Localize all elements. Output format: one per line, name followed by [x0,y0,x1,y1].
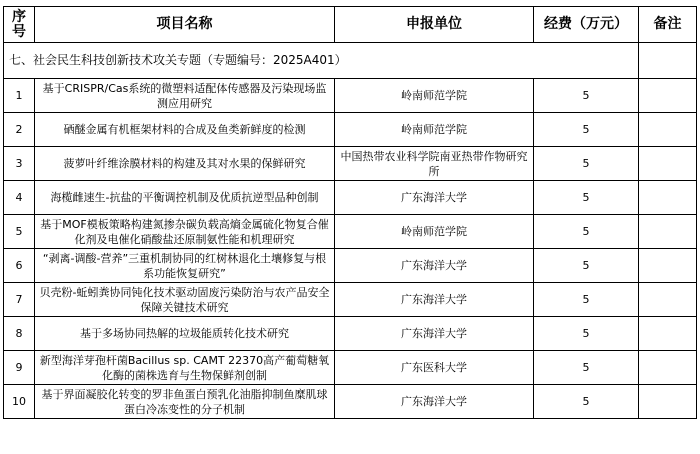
project-name: 基于界面凝胶化转变的罗非鱼蛋白预乳化油脂抑制鱼糜肌球蛋白冷冻变性的分子机制 [35,385,335,419]
funding-amount: 5 [534,385,639,419]
funding-amount: 5 [534,79,639,113]
row-note [639,317,697,351]
row-note [639,351,697,385]
project-name: 贝壳粉-蚯蚓粪协同钝化技术驱动固废污染防治与农产品安全保障关键技术研究 [35,283,335,317]
header-no: 序号 [4,7,35,43]
applicant-unit: 岭南师范学院 [335,215,534,249]
funding-amount: 5 [534,181,639,215]
row-number: 1 [4,79,35,113]
funding-amount: 5 [534,317,639,351]
row-note [639,147,697,181]
section-row [4,43,697,79]
project-name: 基于MOF模板策略构建氮掺杂碳负载高熵金属硫化物复合催化剂及电催化硝酸盐还原制氨性能和机理研究 [35,215,335,249]
table-row [4,283,697,317]
funding-amount: 5 [534,283,639,317]
project-name: 硒醚金属有机框架材料的合成及鱼类新鲜度的检测 [35,113,335,147]
applicant-unit: 岭南师范学院 [335,79,534,113]
table-row [4,79,697,113]
table-row [4,317,697,351]
row-number: 7 [4,283,35,317]
project-name: 基于CRISPR/Cas系统的微塑料适配体传感器及污染现场监测应用研究 [35,79,335,113]
applicant-unit: 广东海洋大学 [335,181,534,215]
applicant-unit: 广东海洋大学 [335,385,534,419]
funding-amount: 5 [534,351,639,385]
row-note [639,181,697,215]
row-note [639,249,697,283]
row-number: 4 [4,181,35,215]
project-name: 基于多场协同热解的垃圾能质转化技术研究 [35,317,335,351]
funding-amount: 5 [534,249,639,283]
funding-amount: 5 [534,215,639,249]
row-note [639,113,697,147]
row-note [639,215,697,249]
row-number: 8 [4,317,35,351]
table-row [4,113,697,147]
row-number: 9 [4,351,35,385]
header-project-name: 项目名称 [35,7,335,43]
row-number: 10 [4,385,35,419]
applicant-unit: 广东医科大学 [335,351,534,385]
project-name: 新型海洋芽孢杆菌Bacillus sp. CAMT 22370高产葡萄糖氧化酶的菌株选育与生物保鲜剂创制 [35,351,335,385]
table-row [4,351,697,385]
header-row [4,7,697,43]
funding-amount: 5 [534,113,639,147]
table-row [4,181,697,215]
table-row [4,147,697,181]
header-note: 备注 [639,7,697,43]
row-number: 5 [4,215,35,249]
applicant-unit: 广东海洋大学 [335,283,534,317]
section-title: 七、社会民生科技创新技术攻关专题（专题编号：2025A401） [4,43,639,79]
table-row [4,249,697,283]
applicant-unit: 岭南师范学院 [335,113,534,147]
section-note-cell [639,43,697,79]
row-note [639,385,697,419]
project-table [3,6,697,419]
project-name: 菠萝叶纤维涂膜材料的构建及其对水果的保鲜研究 [35,147,335,181]
row-number: 3 [4,147,35,181]
table-row [4,385,697,419]
project-name: 海榄雌速生-抗盐的平衡调控机制及优质抗逆型品种创制 [35,181,335,215]
row-number: 2 [4,113,35,147]
row-note [639,283,697,317]
row-number: 6 [4,249,35,283]
applicant-unit: 中国热带农业科学院南亚热带作物研究所 [335,147,534,181]
table-row [4,215,697,249]
applicant-unit: 广东海洋大学 [335,317,534,351]
row-note [639,79,697,113]
funding-amount: 5 [534,147,639,181]
header-funding: 经费（万元） [534,7,639,43]
header-applicant-unit: 申报单位 [335,7,534,43]
project-name: “剥离-调酸-营养”三重机制协同的红树林退化土壤修复与根系功能恢复研究” [35,249,335,283]
applicant-unit: 广东海洋大学 [335,249,534,283]
